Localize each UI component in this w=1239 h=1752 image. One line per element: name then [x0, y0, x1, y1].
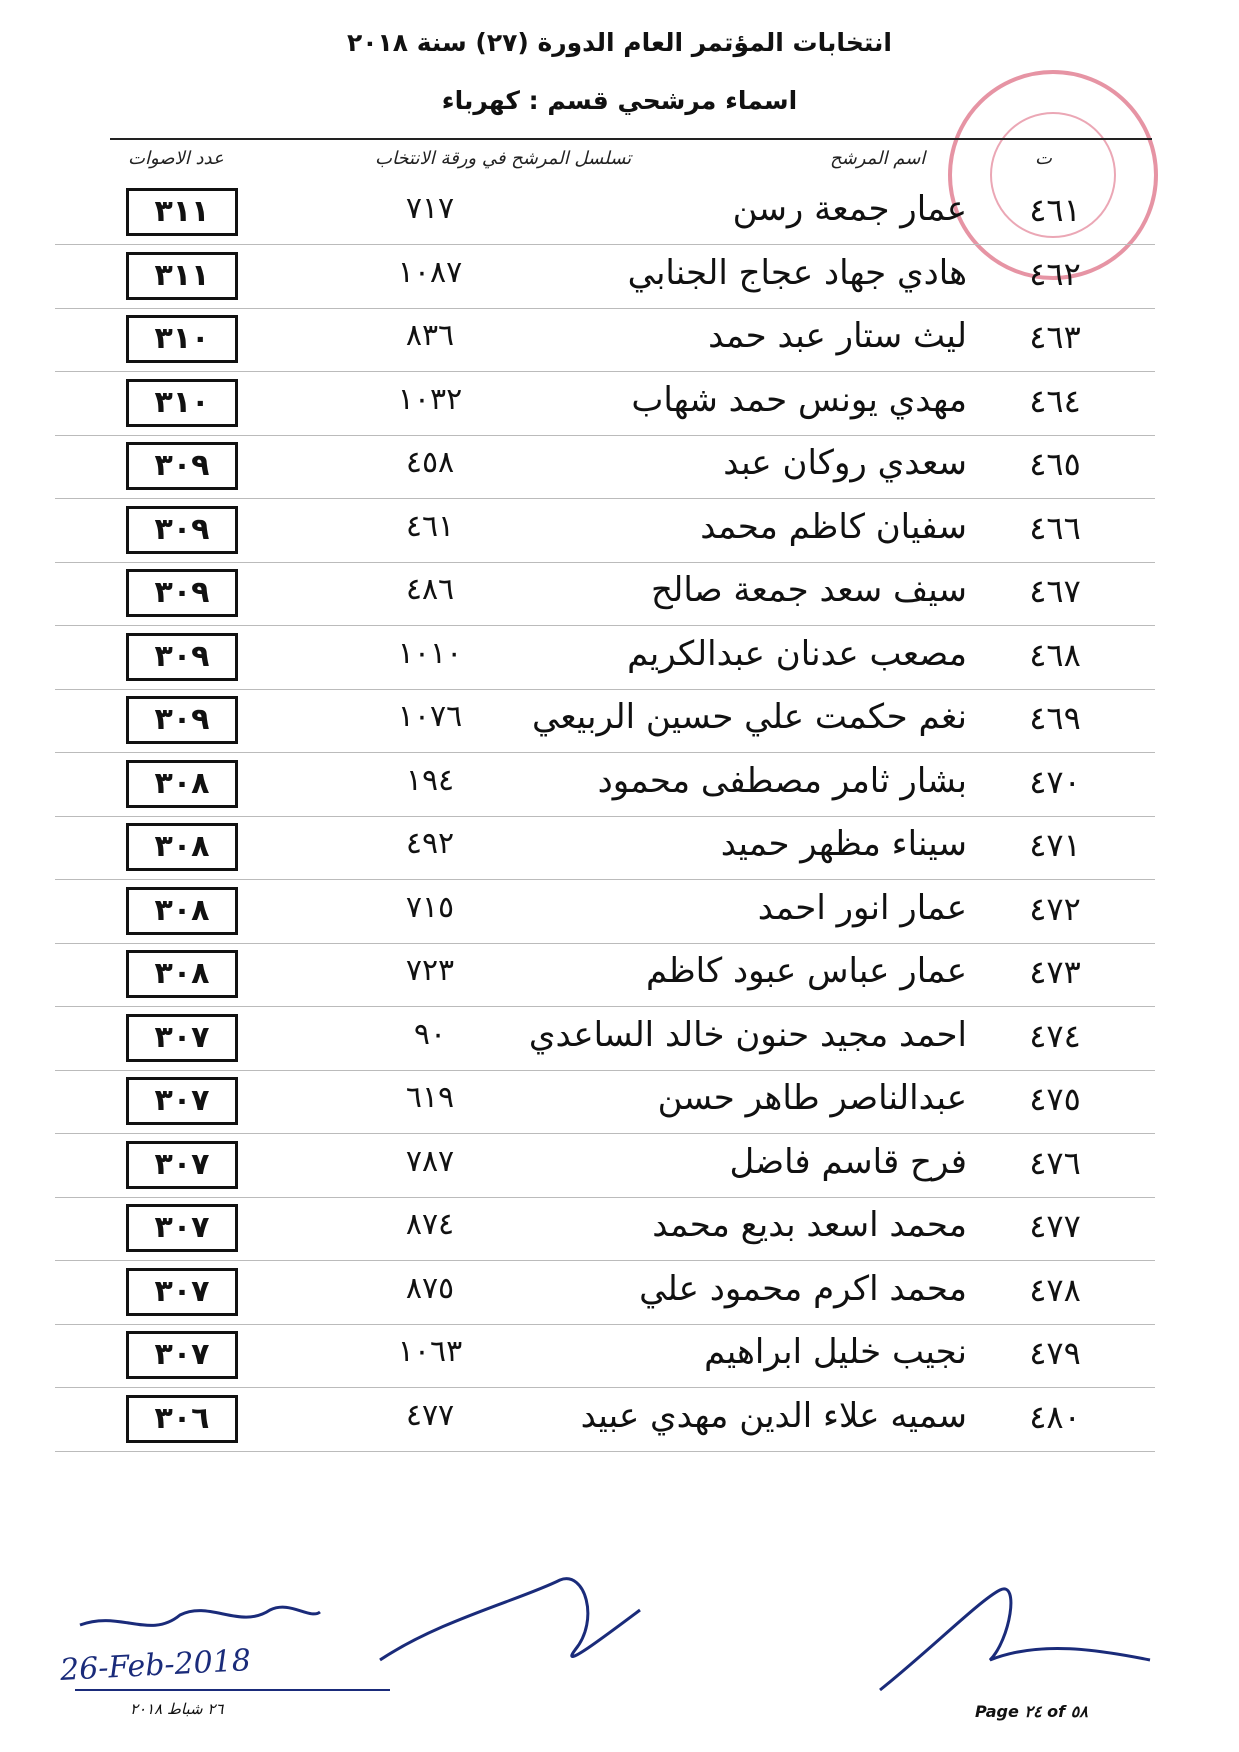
- table-row: [0, 239, 1239, 309]
- row-number: ٤٦١: [1029, 191, 1081, 229]
- footer-date-handwritten: 26-Feb-2018: [59, 1643, 252, 1688]
- column-header-votes: عدد الاصوات: [128, 148, 224, 169]
- row-number: ٤٧٨: [1029, 1270, 1081, 1309]
- ballot-serial: ٦١٩: [405, 1080, 455, 1115]
- row-number: ٤٦٩: [1029, 699, 1081, 737]
- ballot-serial: ٨٧٥: [405, 1270, 455, 1306]
- ballot-serial: ٤٨٦: [405, 572, 455, 607]
- ballot-serial: ٤٦١: [405, 508, 455, 544]
- ballot-serial: ٧٢٣: [405, 953, 455, 988]
- row-number: ٤٧٣: [1029, 953, 1081, 991]
- candidate-name: هادي جهاد عجاج الجنابي: [627, 252, 967, 293]
- candidate-name: عمار انور احمد: [757, 887, 967, 928]
- candidate-name: مصعب عدنان عبدالكريم: [627, 633, 967, 674]
- ballot-serial: ٨٣٦: [405, 318, 455, 353]
- table-row: [0, 1382, 1239, 1452]
- column-header-serial: تسلسل المرشح في ورقة الانتخاب: [375, 148, 632, 169]
- candidate-name: محمد اسعد بديع محمد: [652, 1205, 967, 1245]
- votes-count: ٣٠٧: [126, 1331, 238, 1379]
- row-number: ٤٦٣: [1029, 318, 1081, 356]
- row-number: ٤٧٢: [1029, 889, 1081, 928]
- votes-count: ٣٠٨: [126, 950, 238, 998]
- column-header-name: اسم المرشح: [830, 148, 926, 169]
- votes-count: ٣٠٨: [126, 887, 238, 935]
- candidate-name: احمد مجيد حنون خالد الساعدي: [528, 1014, 967, 1055]
- table-row: [0, 1255, 1239, 1325]
- ballot-serial: ١٠٣٢: [397, 381, 463, 417]
- votes-count: ٣٠٧: [126, 1141, 238, 1189]
- table-row: [0, 302, 1239, 372]
- table-row: [0, 874, 1239, 944]
- votes-count: ٣١١: [126, 252, 238, 300]
- votes-count: ٣١١: [126, 188, 238, 236]
- table-row: [0, 1318, 1239, 1388]
- row-number: ٤٧٤: [1029, 1016, 1081, 1055]
- candidate-name: ليث ستار عبد حمد: [708, 316, 967, 356]
- signature-middle: [380, 1579, 640, 1660]
- candidate-name: نجيب خليل ابراهيم: [704, 1332, 967, 1372]
- row-number: ٤٧٩: [1029, 1334, 1081, 1372]
- ballot-serial: ٧٨٧: [405, 1143, 455, 1179]
- ballot-serial: ٨٧٤: [405, 1207, 455, 1242]
- ballot-serial: ١٠٧٦: [397, 699, 463, 734]
- candidate-name: عبدالناصر طاهر حسن: [657, 1078, 967, 1118]
- signature-left: [80, 1607, 320, 1625]
- signature-right: [880, 1589, 1150, 1690]
- votes-count: ٣٠٩: [126, 506, 238, 554]
- candidate-name: سعدي روكان عبد: [723, 443, 967, 483]
- candidate-name: محمد اكرم محمود علي: [639, 1268, 967, 1309]
- votes-count: ٣٠٩: [126, 569, 238, 617]
- votes-count: ٣٠٧: [126, 1077, 238, 1125]
- row-number: ٤٨٠: [1029, 1397, 1081, 1436]
- candidate-name: عمار عباس عبود كاظم: [645, 951, 967, 991]
- ballot-serial: ٤٩٢: [405, 826, 455, 861]
- candidate-name: عمار جمعة رسن: [732, 189, 967, 229]
- footer-date-arabic: ٢٦ شباط ٢٠١٨: [130, 1700, 224, 1718]
- votes-count: ٣٠٧: [126, 1268, 238, 1316]
- row-number: ٤٦٢: [1029, 254, 1081, 293]
- row-number: ٤٧٧: [1029, 1207, 1081, 1245]
- votes-count: ٣٠٧: [126, 1014, 238, 1062]
- votes-count: ٣٠٧: [126, 1204, 238, 1252]
- ballot-serial: ١٠٦٣: [397, 1334, 463, 1369]
- ballot-serial: ١٠١٠: [397, 635, 463, 671]
- page-number: Page ٢٤ of ٥٨: [975, 1702, 1088, 1721]
- votes-count: ٣٠٦: [126, 1395, 238, 1443]
- votes-count: ٣٠٩: [126, 696, 238, 744]
- table-row: [0, 810, 1239, 880]
- table-row: [0, 1001, 1239, 1071]
- votes-count: ٣٠٩: [126, 442, 238, 490]
- ballot-serial: ١٩٤: [405, 762, 455, 798]
- candidate-name: مهدي يونس حمد شهاب: [631, 379, 967, 420]
- votes-count: ٣٠٨: [126, 823, 238, 871]
- header-rule: [110, 138, 1152, 140]
- candidate-name: نغم حكمت علي حسين الربيعي: [532, 697, 967, 737]
- table-row: [0, 429, 1239, 499]
- column-header-number: ت: [1035, 148, 1052, 169]
- table-row: [0, 683, 1239, 753]
- candidate-name: سيف سعد جمعة صالح: [651, 570, 967, 610]
- row-separator: [55, 1451, 1155, 1452]
- row-number: ٤٧٥: [1029, 1080, 1081, 1118]
- row-number: ٤٦٨: [1029, 635, 1081, 674]
- candidate-name: سميه علاء الدين مهدي عبيد: [580, 1395, 967, 1436]
- page-title: انتخابات المؤتمر العام الدورة (٢٧) سنة ٢٠١٨: [346, 28, 893, 57]
- table-row: [0, 747, 1239, 817]
- votes-count: ٣٠٨: [126, 760, 238, 808]
- table-row: [0, 556, 1239, 626]
- candidate-name: سيناء مظهر حميد: [720, 824, 967, 864]
- ballot-serial: ٩٠: [413, 1016, 447, 1052]
- row-number: ٤٦٧: [1029, 572, 1081, 610]
- candidate-name: فرح قاسم فاضل: [729, 1141, 967, 1182]
- ballot-serial: ٤٥٨: [405, 445, 455, 480]
- ballot-serial: ٤٧٧: [405, 1397, 455, 1433]
- candidate-name: بشار ثامر مصطفى محمود: [597, 760, 967, 801]
- row-number: ٤٧٠: [1029, 762, 1081, 801]
- ballot-serial: ٧١٥: [405, 889, 455, 925]
- table-row: [0, 493, 1239, 563]
- table-row: [0, 1191, 1239, 1261]
- ballot-serial: ١٠٨٧: [397, 254, 463, 290]
- row-number: ٤٦٤: [1029, 381, 1081, 420]
- table-row: [0, 175, 1239, 245]
- votes-count: ٣٠٩: [126, 633, 238, 681]
- row-number: ٤٦٦: [1029, 508, 1081, 547]
- row-number: ٤٧٦: [1029, 1143, 1081, 1182]
- table-row: [0, 937, 1239, 1007]
- row-number: ٤٦٥: [1029, 445, 1081, 483]
- table-row: [0, 1128, 1239, 1198]
- row-number: ٤٧١: [1029, 826, 1081, 864]
- ballot-serial: ٧١٧: [405, 191, 455, 226]
- votes-count: ٣١٠: [126, 315, 238, 363]
- table-row: [0, 1064, 1239, 1134]
- table-row: [0, 620, 1239, 690]
- candidate-name: سفيان كاظم محمد: [700, 506, 967, 547]
- votes-count: ٣١٠: [126, 379, 238, 427]
- table-row: [0, 366, 1239, 436]
- page-subtitle: اسماء مرشحي قسم : كهرباء: [441, 86, 798, 115]
